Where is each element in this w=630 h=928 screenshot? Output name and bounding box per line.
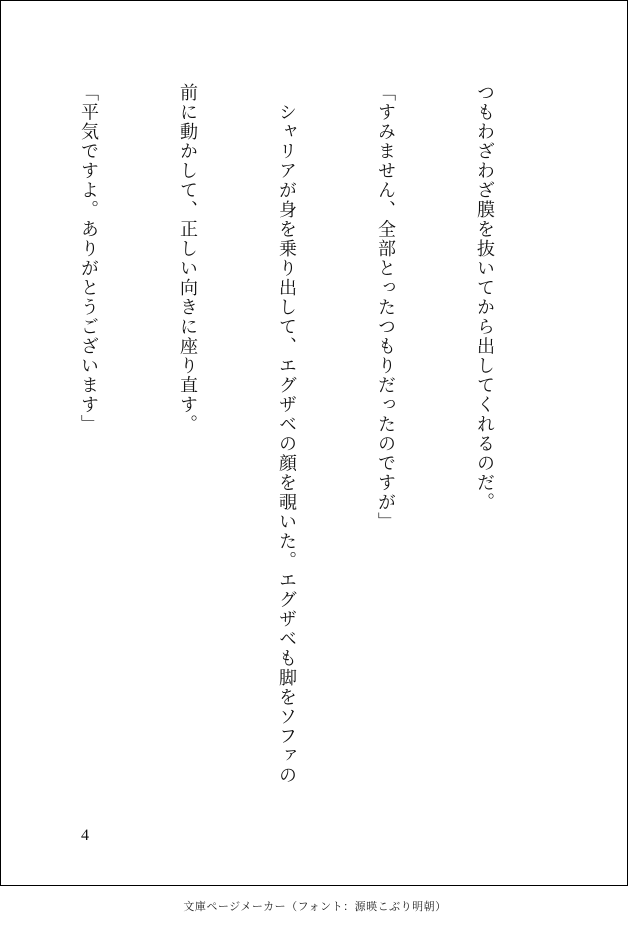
text-line: 「平気ですよ。ありがとうございます」 [78, 83, 99, 434]
page-number: 4 [81, 827, 89, 844]
text-line: つもわざわざ膜を抜いてから出してくれるのだ。 [474, 83, 495, 512]
text-line: シャリアが身を乗り出して、エグザベの顔を覗いた。エグザベも脚をソファの [276, 83, 297, 785]
body-text [0, 83, 567, 791]
text-line [0, 83, 6, 791]
text-line: 前に動かして、正しい向きに座り直す。 [177, 83, 198, 434]
footer-caption: 文庫ページメーカー（フォント：源暎こぶり明朝） [183, 900, 447, 913]
text-line: 「すみません、全部とったつもりだったのですが」 [375, 83, 396, 532]
